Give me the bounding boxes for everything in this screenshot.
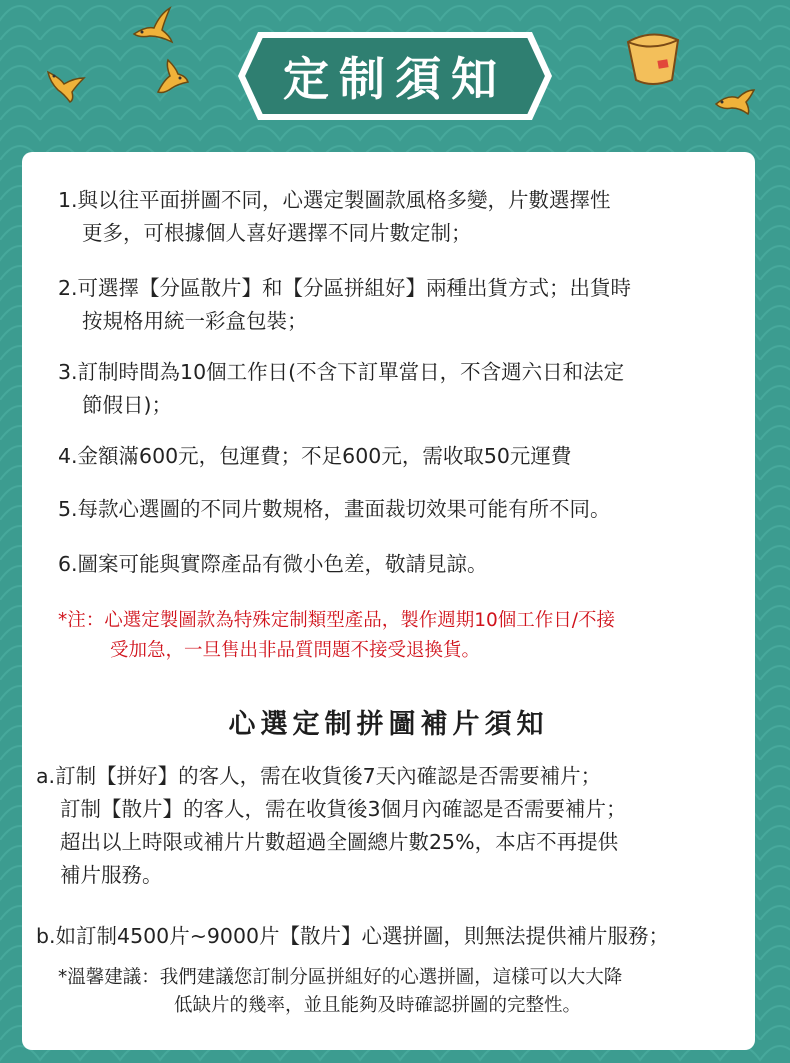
list-item: [58, 493, 611, 526]
list-item: [58, 184, 611, 250]
bird-icon: [712, 86, 756, 116]
tip-note: [58, 964, 622, 1020]
rule-text: 超出以上時限或補片片數超過全圖總片數25%，本店不再提供: [60, 830, 619, 854]
rule-text: a.訂制【拼好】的客人，需在收貨後7天內確認是否需要補片；: [36, 764, 602, 788]
tip-text: *溫馨建議：我們建議您訂制分區拼組好的心選拼圖，這樣可以大大降: [58, 967, 623, 988]
list-item: [58, 548, 488, 581]
sky-lantern-icon: [622, 26, 684, 90]
rule-text: b.如訂制4500片~9000片【散片】心選拼圖，則無法提供補片服務；: [36, 924, 670, 948]
refill-section-title: 心選定制拼圖補片須知: [228, 709, 549, 740]
page-title: 定制須知: [283, 52, 507, 106]
item-text: 2.可選擇【分區散片】和【分區拼組好】兩種出貨方式；出貨時: [58, 276, 632, 300]
item-text: 節假日)；: [82, 393, 172, 417]
warning-note: [58, 606, 615, 666]
note-text: 受加急，一旦售出非品質問題不接受退換貨。: [110, 640, 481, 661]
item-text: 更多，可根據個人喜好選擇不同片數定制；: [82, 221, 472, 245]
bird-icon: [44, 64, 86, 104]
item-text: 6.圖案可能與實際產品有微小色差，敬請見諒。: [58, 552, 488, 576]
refill-rule-a: [36, 760, 627, 892]
item-text: 4.金額滿600元，包運費；不足600元，需收取50元運費: [58, 444, 572, 468]
note-text: *注：心選定製圖款為特殊定制類型產品，製作週期10個工作日/不接: [58, 610, 616, 631]
bird-icon: [130, 4, 174, 44]
item-text: 1.與以往平面拼圖不同，心選定製圖款風格多變，片數選擇性: [58, 188, 611, 212]
notice-card: [22, 152, 755, 1050]
list-item: [58, 440, 571, 473]
rule-text: 補片服務。: [60, 863, 163, 887]
refill-rule-b: [36, 920, 669, 953]
header: [0, 0, 790, 152]
item-text: 5.每款心選圖的不同片數規格，畫面裁切效果可能有所不同。: [58, 497, 611, 521]
item-text: 按規格用統一彩盒包裝；: [82, 309, 308, 333]
tip-text: 低缺片的幾率，並且能夠及時確認拼圖的完整性。: [174, 995, 582, 1016]
list-item: [58, 272, 631, 338]
rule-text: 訂制【散片】的客人，需在收貨後3個月內確認是否需要補片；: [60, 797, 627, 821]
item-text: 3.訂制時間為10個工作日(不含下訂單當日，不含週六日和法定: [58, 360, 625, 384]
list-item: [58, 356, 624, 422]
bird-icon: [152, 58, 190, 100]
